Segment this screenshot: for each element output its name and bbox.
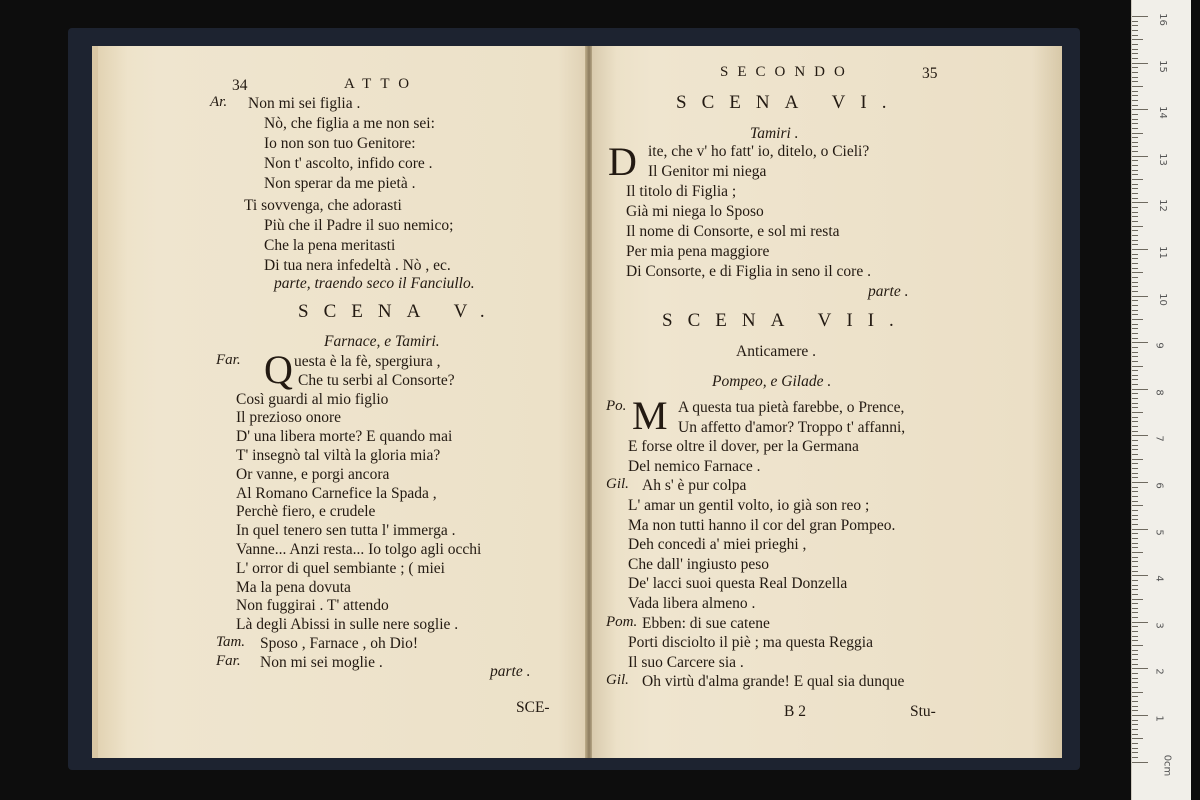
ruler-tick bbox=[1132, 137, 1138, 138]
ruler-tick bbox=[1132, 58, 1138, 59]
ruler-tick bbox=[1132, 519, 1138, 520]
ruler-tick bbox=[1132, 272, 1143, 273]
verse-line: Al Romano Carnefice la Spada , bbox=[236, 484, 437, 502]
ruler-tick bbox=[1132, 352, 1138, 353]
ruler-tick bbox=[1132, 291, 1138, 292]
ruler-tick bbox=[1132, 678, 1138, 679]
ruler-tick bbox=[1132, 510, 1138, 511]
ruler-tick bbox=[1132, 412, 1143, 413]
ruler-tick bbox=[1132, 156, 1148, 157]
ruler-tick bbox=[1132, 277, 1138, 278]
ruler-tick bbox=[1132, 146, 1138, 147]
ruler-tick bbox=[1132, 202, 1148, 203]
ruler-tick bbox=[1132, 636, 1138, 637]
ruler-tick bbox=[1132, 179, 1143, 180]
verse-line: Non fuggirai . T' attendo bbox=[236, 597, 389, 615]
ruler-tick bbox=[1132, 324, 1138, 325]
ruler-tick bbox=[1132, 673, 1138, 674]
verse-line: Per mia pena maggiore bbox=[626, 243, 770, 260]
ruler-tick bbox=[1132, 379, 1138, 380]
ruler-tick bbox=[1132, 282, 1138, 283]
ruler-tick bbox=[1132, 123, 1138, 124]
verse-line: L' orror di quel sembiante ; ( miei bbox=[236, 559, 445, 577]
ruler-tick bbox=[1132, 426, 1138, 427]
speaker-label: Gil. bbox=[606, 476, 629, 493]
ruler-tick bbox=[1132, 100, 1138, 101]
ruler-tick bbox=[1132, 724, 1138, 725]
ruler-tick bbox=[1132, 226, 1143, 227]
ruler-number: 4 bbox=[1153, 575, 1165, 582]
ruler-tick bbox=[1132, 496, 1138, 497]
verse-line: L' amar un gentil volto, io già son reo ; bbox=[628, 497, 870, 514]
ruler-tick bbox=[1132, 445, 1138, 446]
ruler-tick bbox=[1132, 710, 1138, 711]
ruler-tick bbox=[1132, 487, 1138, 488]
verse-line: Non mi sei moglie . bbox=[260, 653, 383, 671]
verse-line: Che dall' ingiusto peso bbox=[628, 555, 769, 573]
ruler-tick bbox=[1132, 235, 1138, 236]
speaker-label: Far. bbox=[216, 352, 241, 368]
ruler-tick bbox=[1132, 370, 1138, 371]
ruler-tick bbox=[1132, 49, 1138, 50]
ruler-tick bbox=[1132, 77, 1138, 78]
speaker-label: Gil. bbox=[606, 672, 629, 689]
verse-line: Or vanne, e porgi ancora bbox=[236, 465, 390, 483]
speaker-label: Far. bbox=[216, 652, 241, 669]
page-number-right: 35 bbox=[922, 65, 938, 82]
ruler-tick bbox=[1132, 515, 1138, 516]
ruler-tick bbox=[1132, 538, 1138, 539]
verse-line: Vanne... Anzi resta... Io tolgo agli occhi bbox=[236, 541, 482, 558]
catchword-left: SCE- bbox=[516, 699, 550, 716]
ruler-tick bbox=[1132, 142, 1138, 143]
ruler-tick bbox=[1132, 165, 1138, 166]
ruler-tick bbox=[1132, 81, 1138, 82]
verse-line: In quel tenero sen tutta l' immerga . bbox=[236, 522, 456, 540]
ruler-tick bbox=[1132, 659, 1138, 660]
ruler-tick bbox=[1132, 393, 1138, 394]
ruler-tick bbox=[1132, 319, 1143, 320]
ruler-tick bbox=[1132, 119, 1138, 120]
verse-line: Porti disciolto il piè ; ma questa Reggia bbox=[628, 634, 873, 652]
ruler-tick bbox=[1132, 328, 1138, 329]
ruler-tick bbox=[1132, 482, 1148, 483]
ruler-tick bbox=[1132, 566, 1138, 567]
ruler-tick bbox=[1132, 249, 1148, 250]
ruler-tick bbox=[1132, 580, 1138, 581]
ruler-tick bbox=[1132, 571, 1138, 572]
verse-line: T' insegnò tal viltà la gloria mia? bbox=[236, 447, 441, 464]
verse-line: Il suo Carcere sia . bbox=[628, 653, 744, 671]
verse-line: A questa tua pietà farebbe, o Prence, bbox=[678, 399, 905, 416]
ruler-number: 10 bbox=[1156, 292, 1168, 306]
ruler-tick bbox=[1132, 95, 1138, 96]
ruler-tick bbox=[1132, 268, 1138, 269]
verse-line: Ma la pena dovuta bbox=[236, 578, 351, 596]
verse-line: Nò, che figlia a me non sei: bbox=[264, 115, 435, 132]
scene-vii-title: SCENA VII. bbox=[662, 310, 909, 331]
ruler-tick bbox=[1132, 617, 1138, 618]
ruler-tick bbox=[1132, 463, 1138, 464]
ruler-tick bbox=[1132, 501, 1138, 502]
verse-line: De' lacci suoi questa Real Donzella bbox=[628, 575, 848, 593]
ruler-tick bbox=[1132, 748, 1138, 749]
verse-line: Che la pena meritasti bbox=[264, 237, 396, 254]
ruler-tick bbox=[1132, 468, 1138, 469]
ruler-number: 13 bbox=[1156, 152, 1168, 166]
ruler-tick bbox=[1132, 715, 1148, 716]
left-page bbox=[92, 46, 592, 758]
ruler-tick bbox=[1132, 314, 1138, 315]
catchword-right: Stu- bbox=[910, 703, 936, 720]
verse-line: Vada libera almeno . bbox=[628, 595, 756, 612]
ruler-tick bbox=[1132, 384, 1138, 385]
ruler-tick bbox=[1132, 286, 1138, 287]
scene-vii-characters: Pompeo, e Gilade . bbox=[712, 373, 832, 390]
ruler-tick bbox=[1132, 160, 1138, 161]
ruler-tick bbox=[1132, 696, 1138, 697]
ruler-tick bbox=[1132, 67, 1138, 68]
ruler-tick bbox=[1132, 133, 1143, 134]
running-head-right: SECONDO bbox=[720, 64, 854, 80]
ruler-tick bbox=[1132, 184, 1138, 185]
signature-mark: B 2 bbox=[784, 703, 806, 720]
ruler-tick bbox=[1132, 44, 1138, 45]
verse-line: Di tua nera infedeltà . Nò , ec. bbox=[264, 257, 451, 274]
ruler-tick bbox=[1132, 86, 1143, 87]
speaker-label: Pom. bbox=[606, 613, 638, 630]
ruler-tick bbox=[1132, 333, 1138, 334]
ruler-tick bbox=[1132, 594, 1138, 595]
ruler-tick bbox=[1132, 63, 1148, 64]
ruler-tick bbox=[1132, 757, 1138, 758]
ruler-tick bbox=[1132, 114, 1138, 115]
ruler-tick bbox=[1132, 734, 1138, 735]
ruler-tick bbox=[1132, 91, 1138, 92]
ruler-tick bbox=[1132, 188, 1138, 189]
right-page bbox=[592, 46, 1062, 758]
ruler-tick bbox=[1132, 389, 1148, 390]
verse-line: Ebben: di sue catene bbox=[642, 614, 770, 632]
ruler-tick bbox=[1132, 454, 1138, 455]
final-exit: parte . bbox=[490, 663, 531, 680]
verse-line: ite, che v' ho fatt' io, ditelo, o Cieli? bbox=[648, 143, 870, 160]
ruler-tick bbox=[1132, 170, 1138, 171]
ruler-tick bbox=[1132, 650, 1138, 651]
verse-line: Il titolo di Figlia ; bbox=[626, 183, 737, 200]
verse-line: Io non son tuo Genitore: bbox=[264, 135, 416, 152]
ruler-tick bbox=[1132, 668, 1148, 669]
ruler-tick bbox=[1132, 626, 1138, 627]
ruler-tick bbox=[1132, 692, 1143, 693]
ruler-tick bbox=[1132, 622, 1148, 623]
ruler-tick bbox=[1132, 631, 1138, 632]
ruler-tick bbox=[1132, 417, 1138, 418]
ruler-tick bbox=[1132, 459, 1143, 460]
verse-line: Ma non tutti hanno il cor del gran Pompeo. bbox=[628, 516, 896, 534]
ruler-number: 7 bbox=[1153, 435, 1165, 443]
verse-line: Più che il Padre il suo nemico; bbox=[264, 217, 454, 234]
measuring-ruler bbox=[1131, 0, 1191, 800]
ruler-tick bbox=[1132, 547, 1138, 548]
ruler-tick bbox=[1132, 398, 1138, 399]
ruler-tick bbox=[1132, 254, 1138, 255]
ruler-tick bbox=[1132, 585, 1138, 586]
verse-line: Il prezioso onore bbox=[236, 409, 342, 427]
verse-line: Deh concedi a' miei prieghi , bbox=[628, 536, 807, 554]
verse-line: Ah s' è pur colpa bbox=[642, 477, 747, 495]
ruler-tick bbox=[1132, 105, 1138, 106]
ruler-tick bbox=[1132, 762, 1148, 763]
ruler-number: 16 bbox=[1156, 13, 1168, 26]
ruler-tick bbox=[1132, 25, 1138, 26]
verse-line: Oh virtù d'alma grande! E qual sia dunque bbox=[642, 673, 905, 691]
scene-vi-title: SCENA VI. bbox=[676, 92, 902, 113]
ruler-tick bbox=[1132, 207, 1138, 208]
ruler-tick bbox=[1132, 361, 1138, 362]
ruler-tick bbox=[1132, 305, 1138, 306]
ruler-tick bbox=[1132, 752, 1138, 753]
ruler-tick bbox=[1132, 16, 1148, 17]
ruler-tick bbox=[1132, 151, 1138, 152]
verse-line: Non t' ascolto, infido core . bbox=[264, 155, 433, 172]
ruler-tick bbox=[1132, 216, 1138, 217]
verse-line: Non sperar da me pietà . bbox=[264, 175, 416, 192]
ruler-tick bbox=[1132, 449, 1138, 450]
drop-cap-m: M bbox=[632, 393, 668, 438]
ruler-tick bbox=[1132, 491, 1138, 492]
ruler-number: 8 bbox=[1153, 389, 1165, 396]
ruler-tick bbox=[1132, 706, 1138, 707]
ruler-tick bbox=[1132, 212, 1138, 213]
ruler-number: 2 bbox=[1153, 668, 1165, 676]
ruler-number: 6 bbox=[1153, 482, 1165, 489]
ruler-tick bbox=[1132, 640, 1138, 641]
ruler-tick bbox=[1132, 366, 1143, 367]
ruler-number: 15 bbox=[1156, 59, 1168, 73]
ruler-tick bbox=[1132, 505, 1143, 506]
verse-line: Così guardi al mio figlio bbox=[236, 390, 389, 408]
verse-line: Del nemico Farnace . bbox=[628, 457, 761, 475]
verse-line: Il Genitor mi niega bbox=[648, 163, 767, 180]
ruler-tick bbox=[1132, 477, 1138, 478]
ruler-tick bbox=[1132, 664, 1138, 665]
verse-line: Là degli Abissi in sulle nere soglie . bbox=[236, 616, 459, 634]
ruler-number: 11 bbox=[1156, 246, 1168, 259]
page-number-left: 34 bbox=[232, 77, 248, 94]
verse-line: Sposo , Farnace , oh Dio! bbox=[260, 635, 418, 652]
speaker-label: Tam. bbox=[216, 634, 246, 650]
verse-line: Che tu serbi al Consorte? bbox=[298, 371, 455, 389]
ruler-tick bbox=[1132, 645, 1143, 646]
ruler-tick bbox=[1132, 557, 1138, 558]
ruler-tick bbox=[1132, 403, 1138, 404]
ruler-tick bbox=[1132, 300, 1138, 301]
ruler-number: 1 bbox=[1153, 715, 1165, 722]
scene-v-title: SCENA V. bbox=[298, 301, 500, 322]
ruler-number: 0cm bbox=[1161, 754, 1173, 776]
ruler-tick bbox=[1132, 473, 1138, 474]
ruler-tick bbox=[1132, 743, 1138, 744]
verse-line: Non mi sei figlia . bbox=[248, 95, 361, 112]
ruler-tick bbox=[1132, 524, 1138, 525]
ruler-tick bbox=[1132, 687, 1138, 688]
ruler-tick bbox=[1132, 533, 1138, 534]
ruler-tick bbox=[1132, 682, 1138, 683]
ruler-tick bbox=[1132, 230, 1138, 231]
scene-vi-exit: parte . bbox=[868, 283, 909, 300]
drop-cap-q: Q bbox=[264, 347, 293, 392]
ruler-tick bbox=[1132, 30, 1138, 31]
ruler-tick bbox=[1132, 258, 1138, 259]
ruler-tick bbox=[1132, 589, 1138, 590]
ruler-number: 3 bbox=[1153, 622, 1165, 629]
ruler-tick bbox=[1132, 575, 1148, 576]
ruler-number: 12 bbox=[1156, 199, 1168, 213]
verse-line: Perchè fiero, e crudele bbox=[236, 503, 376, 521]
ruler-tick bbox=[1132, 720, 1138, 721]
ruler-tick bbox=[1132, 608, 1138, 609]
ruler-number: 5 bbox=[1153, 528, 1165, 536]
speaker-label: Ar. bbox=[210, 94, 228, 110]
verse-line: Già mi niega lo Sposo bbox=[626, 203, 764, 220]
ruler-tick bbox=[1132, 435, 1148, 436]
ruler-tick bbox=[1132, 440, 1138, 441]
ruler-tick bbox=[1132, 53, 1138, 54]
ruler-tick bbox=[1132, 338, 1138, 339]
ruler-tick bbox=[1132, 72, 1138, 73]
verse-line: E forse oltre il dover, per la Germana bbox=[628, 438, 859, 456]
ruler-tick bbox=[1132, 21, 1138, 22]
verse-line: Un affetto d'amor? Troppo t' affanni, bbox=[678, 418, 906, 436]
ruler-tick bbox=[1132, 407, 1138, 408]
ruler-tick bbox=[1132, 244, 1138, 245]
ruler-tick bbox=[1132, 421, 1138, 422]
verse-line: Il nome di Consorte, e sol mi resta bbox=[626, 223, 840, 240]
ruler-tick bbox=[1132, 431, 1138, 432]
verse-line: Di Consorte, e di Figlia in seno il core . bbox=[626, 263, 871, 280]
scene-v-characters: Farnace, e Tamiri. bbox=[324, 333, 440, 350]
ruler-tick bbox=[1132, 529, 1148, 530]
ruler-tick bbox=[1132, 612, 1138, 613]
speaker-label: Po. bbox=[606, 398, 627, 414]
ruler-tick bbox=[1132, 654, 1138, 655]
ruler-tick bbox=[1132, 729, 1138, 730]
verse-line: Ti sovvenga, che adorasti bbox=[244, 197, 402, 214]
ruler-tick bbox=[1132, 221, 1138, 222]
ruler-tick bbox=[1132, 701, 1138, 702]
ruler-tick bbox=[1132, 375, 1138, 376]
ruler-tick bbox=[1132, 263, 1138, 264]
scene-vii-setting: Anticamere . bbox=[736, 343, 817, 360]
ruler-tick bbox=[1132, 193, 1138, 194]
ruler-number: 14 bbox=[1156, 106, 1168, 120]
ruler-tick bbox=[1132, 198, 1138, 199]
ruler-tick bbox=[1132, 342, 1148, 343]
ruler-tick bbox=[1132, 599, 1143, 600]
ruler-tick bbox=[1132, 552, 1143, 553]
ruler-tick bbox=[1132, 174, 1138, 175]
ruler-tick bbox=[1132, 128, 1138, 129]
ruler-tick bbox=[1132, 35, 1138, 36]
verse-line: uesta è la fè, spergiura , bbox=[294, 353, 441, 370]
ruler-tick bbox=[1132, 603, 1138, 604]
ruler-tick bbox=[1132, 240, 1138, 241]
stage-direction-exit: parte, traendo seco il Fanciullo. bbox=[274, 275, 475, 292]
ruler-tick bbox=[1132, 543, 1138, 544]
scene-vi-character: Tamiri . bbox=[750, 125, 799, 142]
ruler-tick bbox=[1132, 109, 1148, 110]
ruler-tick bbox=[1132, 310, 1138, 311]
ruler-tick bbox=[1132, 296, 1148, 297]
verse-line: D' una libera morte? E quando mai bbox=[236, 428, 453, 446]
ruler-tick bbox=[1132, 347, 1138, 348]
ruler-tick bbox=[1132, 39, 1143, 40]
ruler-tick bbox=[1132, 738, 1143, 739]
drop-cap-d: D bbox=[608, 139, 637, 184]
running-head-left: ATTO bbox=[344, 76, 419, 92]
ruler-number: 9 bbox=[1153, 342, 1165, 349]
ruler-tick bbox=[1132, 561, 1138, 562]
ruler-tick bbox=[1132, 356, 1138, 357]
